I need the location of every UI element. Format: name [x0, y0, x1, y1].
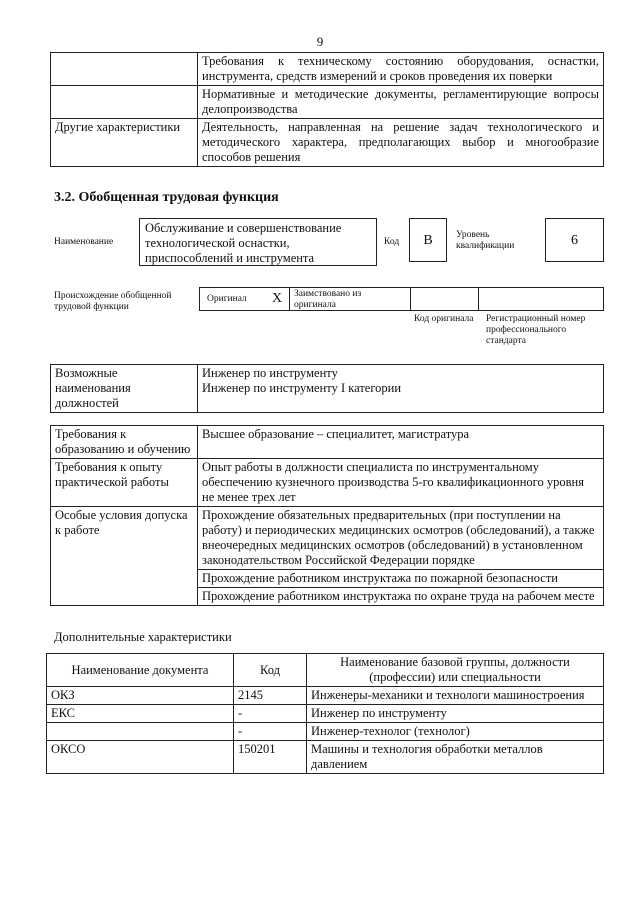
- header-cell: Наименование документа: [47, 654, 234, 687]
- function-name-box: [139, 218, 377, 266]
- code-original-label: Код оригинала: [414, 314, 474, 324]
- section-title: 3.2. Обобщенная трудовая функция: [54, 190, 279, 205]
- header-cell: Наименование базовой группы, должности (профессии) или специальности: [307, 654, 604, 687]
- education-label: Требования к образованию и обучению: [51, 426, 198, 459]
- code-box: [409, 218, 447, 262]
- table-row: [51, 459, 604, 507]
- row-text: Нормативные и методические документы, регламентирующие вопросы делопроизводства: [198, 86, 604, 119]
- table-row: [51, 365, 604, 413]
- table-row: [51, 119, 604, 167]
- table-row: [47, 705, 604, 723]
- page-number: 9: [316, 34, 324, 49]
- top-characteristics-table: [50, 52, 604, 167]
- header-cell: Код: [234, 654, 307, 687]
- cell: [47, 723, 234, 741]
- divider: [289, 288, 290, 310]
- table-row: [47, 741, 604, 774]
- cell: -: [234, 723, 307, 741]
- level-value: 6: [571, 233, 578, 248]
- table-header-row: [47, 654, 604, 687]
- level-label: Уровень квалификации: [456, 230, 515, 251]
- table-row: [51, 426, 604, 459]
- education-value: Высшее образование – специалитет, магистратура: [198, 426, 604, 459]
- table-row: [51, 53, 604, 86]
- table-row: [47, 687, 604, 705]
- cell: ОКЗ: [47, 687, 234, 705]
- positions-label: Возможные наименования должностей: [51, 365, 198, 413]
- original-label: Оригинал: [207, 294, 247, 304]
- row-text: Требования к техническому состоянию оборудования, оснастки, инструмента, средств измерений и сроков проведения их поверки: [198, 53, 604, 86]
- origin-row: [199, 287, 604, 311]
- code-label: Код: [384, 237, 400, 247]
- experience-value: Опыт работы в должности специалиста по инструментальному обеспечению кузнечного производства 5-го квалификационного уровня не менее трех лет: [198, 459, 604, 507]
- name-label: Наименование: [54, 237, 114, 247]
- additional-title: Дополнительные характеристики: [54, 630, 232, 644]
- position-item: Инженер по инструменту I категории: [202, 381, 402, 395]
- special-value: Прохождение обязательных предварительных (при поступлении на работу) и периодических медицинских осмотров (обследований), а также внеочередных медицинских осмотров (обследований) в установленном законодательством Российской Федерации порядке: [198, 507, 604, 570]
- special-label: Особые условия допуска к работе: [51, 507, 198, 606]
- code-value: B: [423, 233, 433, 248]
- cell: Инженеры-механики и технологи машиностроения: [307, 687, 604, 705]
- cell: 150201: [234, 741, 307, 774]
- reg-number-label: Регистрационный номер профессионального стандарта: [486, 314, 586, 346]
- function-name-value: Обслуживание и совершенствование технологической оснастки, приспособлений и инструмента: [145, 221, 342, 265]
- original-mark: X: [272, 291, 283, 306]
- table-row: [47, 723, 604, 741]
- requirements-table: [50, 425, 604, 606]
- borrowed-label: Заимствовано из оригинала: [294, 289, 362, 310]
- table-row: [51, 507, 604, 570]
- level-box: [545, 218, 604, 262]
- positions-table: [50, 364, 604, 413]
- row-label: [51, 86, 198, 119]
- position-item: Инженер по инструменту: [202, 366, 338, 380]
- row-label: Другие характеристики: [51, 119, 198, 167]
- cell: Инженер-технолог (технолог): [307, 723, 604, 741]
- origin-label: Происхождение обобщенной трудовой функции: [54, 291, 172, 312]
- cell: ЕКС: [47, 705, 234, 723]
- additional-table: [46, 653, 604, 774]
- cell: Инженер по инструменту: [307, 705, 604, 723]
- cell: ОКСО: [47, 741, 234, 774]
- cell: Машины и технология обработки металлов давлением: [307, 741, 604, 774]
- row-label: [51, 53, 198, 86]
- row-text: Деятельность, направленная на решение задач технологического и методического характера, предполагающих выбор и многообразие способов решения: [198, 119, 604, 167]
- cell: -: [234, 705, 307, 723]
- positions-values: [198, 365, 604, 413]
- special-value: Прохождение работником инструктажа по охране труда на рабочем месте: [198, 588, 604, 606]
- special-value: Прохождение работником инструктажа по пожарной безопасности: [198, 570, 604, 588]
- cell: 2145: [234, 687, 307, 705]
- experience-label: Требования к опыту практической работы: [51, 459, 198, 507]
- divider: [410, 288, 411, 310]
- table-row: [51, 86, 604, 119]
- divider: [478, 288, 479, 310]
